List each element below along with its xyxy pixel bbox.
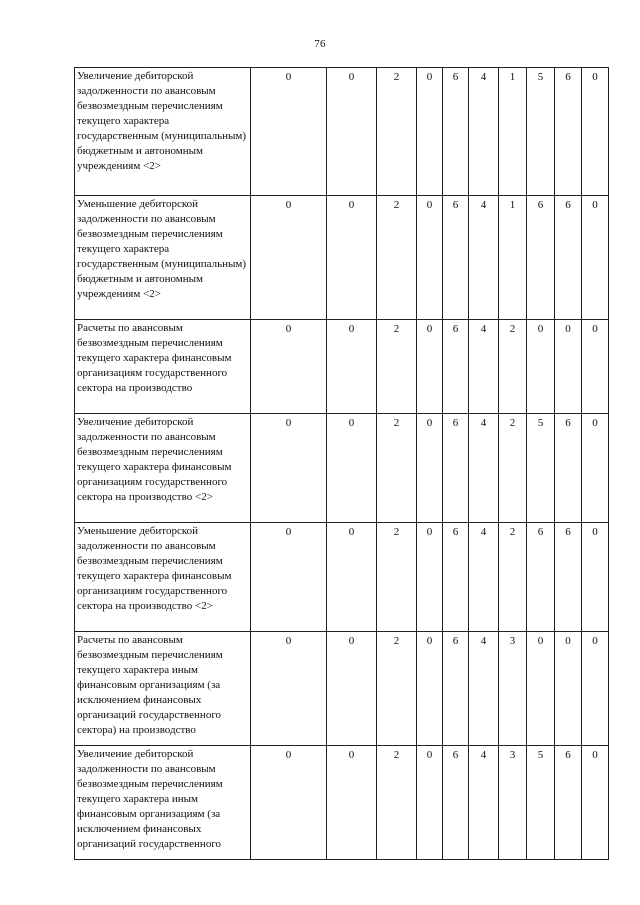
code-digit: 6 [555,414,582,523]
code-digit: 0 [417,68,443,196]
row-description: Увеличение дебиторской задолженности по авансовым безвозмездным перечислениям текущего характера финансовым организациям государственного сектора на производство <2> [75,414,251,523]
table-row [75,68,609,196]
code-digit: 0 [327,632,377,746]
code-digit: 4 [469,632,499,746]
row-description: Уменьшение дебиторской задолженности по авансовым безвозмездным перечислениям текущего характера государственным (муниципальным) бюджетным и автономным учреждениям <2> [75,196,251,320]
code-digit: 0 [582,746,609,860]
code-digit: 0 [582,523,609,632]
code-digit: 4 [469,746,499,860]
code-digit: 0 [582,414,609,523]
code-digit: 6 [443,320,469,414]
code-digit: 6 [555,196,582,320]
code-digit: 2 [377,746,417,860]
code-digit: 0 [327,196,377,320]
code-digit: 0 [527,632,555,746]
code-digit: 5 [527,746,555,860]
code-digit: 0 [555,632,582,746]
table-row [75,523,609,632]
code-digit: 5 [527,414,555,523]
code-digit: 4 [469,68,499,196]
code-digit: 6 [555,68,582,196]
code-digit: 2 [377,68,417,196]
row-description: Расчеты по авансовым безвозмездным перечислениям текущего характера иным финансовым организациям (за исключением финансовых организаций государственного сектора) на производство [75,632,251,746]
code-digit: 3 [499,632,527,746]
code-digit: 2 [377,320,417,414]
code-digit: 0 [582,632,609,746]
code-digit: 0 [251,523,327,632]
code-digit: 0 [251,746,327,860]
code-digit: 0 [582,320,609,414]
code-digit: 6 [555,523,582,632]
code-digit: 0 [582,196,609,320]
code-digit: 2 [499,320,527,414]
code-digit: 0 [417,196,443,320]
account-codes-table [74,67,609,860]
code-digit: 2 [377,632,417,746]
code-digit: 2 [377,414,417,523]
code-digit: 6 [527,523,555,632]
code-digit: 0 [555,320,582,414]
code-digit: 6 [443,414,469,523]
code-digit: 4 [469,414,499,523]
table-row [75,414,609,523]
code-digit: 0 [417,320,443,414]
code-digit: 0 [251,68,327,196]
row-description: Увеличение дебиторской задолженности по авансовым безвозмездным перечислениям текущего характера государственным (муниципальным) бюджетным и автономным учреждениям <2> [75,68,251,196]
code-digit: 0 [582,68,609,196]
code-digit: 0 [251,632,327,746]
code-digit: 6 [443,523,469,632]
code-digit: 2 [377,196,417,320]
row-description: Уменьшение дебиторской задолженности по авансовым безвозмездным перечислениям текущего характера финансовым организациям государственного сектора на производство <2> [75,523,251,632]
code-digit: 6 [527,196,555,320]
code-digit: 0 [327,523,377,632]
code-digit: 6 [443,632,469,746]
code-digit: 4 [469,523,499,632]
row-description: Увеличение дебиторской задолженности по авансовым безвозмездным перечислениям текущего характера иным финансовым организациям (за исключением финансовых организаций государственного [75,746,251,860]
code-digit: 0 [527,320,555,414]
code-digit: 0 [417,523,443,632]
code-digit: 3 [499,746,527,860]
code-digit: 6 [443,196,469,320]
code-digit: 0 [417,414,443,523]
code-digit: 2 [499,523,527,632]
code-digit: 0 [327,746,377,860]
code-digit: 5 [527,68,555,196]
code-digit: 0 [417,632,443,746]
code-digit: 0 [327,414,377,523]
table-row [75,196,609,320]
code-digit: 0 [417,746,443,860]
code-digit: 4 [469,320,499,414]
table-row [75,746,609,860]
table-row [75,632,609,746]
code-digit: 0 [251,320,327,414]
code-digit: 1 [499,196,527,320]
code-digit: 2 [377,523,417,632]
code-digit: 4 [469,196,499,320]
code-digit: 1 [499,68,527,196]
code-digit: 6 [555,746,582,860]
table-row [75,320,609,414]
code-digit: 6 [443,68,469,196]
code-digit: 0 [251,414,327,523]
code-digit: 0 [251,196,327,320]
code-digit: 0 [327,68,377,196]
row-description: Расчеты по авансовым безвозмездным перечислениям текущего характера финансовым организациям государственного сектора на производство [75,320,251,414]
code-digit: 2 [499,414,527,523]
code-digit: 0 [327,320,377,414]
page-number: 76 [314,38,326,50]
code-digit: 6 [443,746,469,860]
